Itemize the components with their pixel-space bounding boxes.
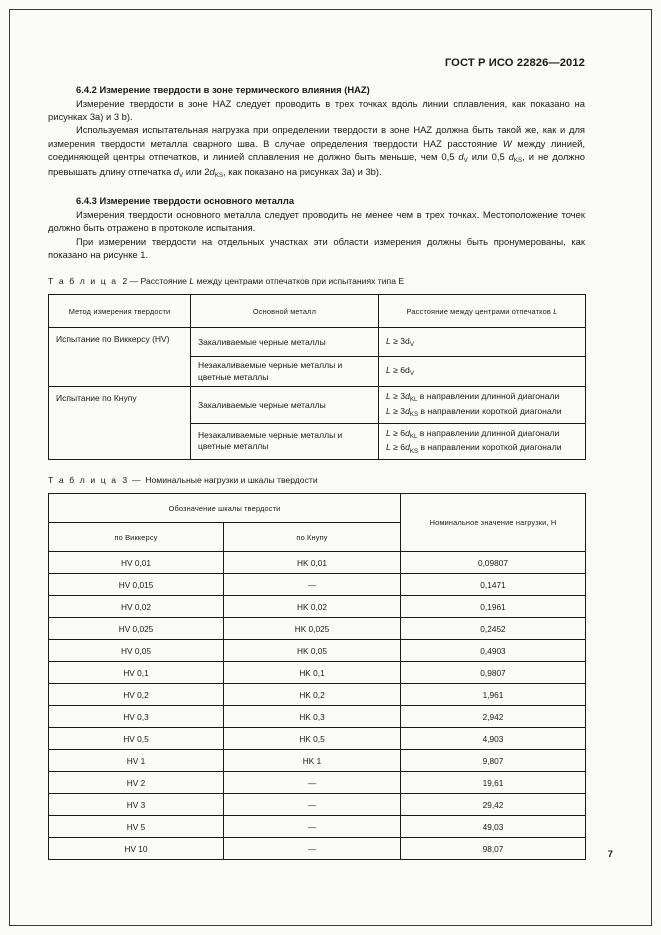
table-row bbox=[49, 772, 586, 794]
cell-knoop: — bbox=[224, 772, 401, 794]
cell-vickers: HV 0,2 bbox=[49, 684, 224, 706]
cell-vickers: HV 0,015 bbox=[49, 574, 224, 596]
cell-vickers: HV 0,01 bbox=[49, 552, 224, 574]
table-row bbox=[49, 838, 586, 860]
cell-knoop: — bbox=[224, 816, 401, 838]
table-3-header-load: Номинальное значение нагрузки, Н bbox=[401, 494, 586, 552]
table-3-header-knoop: по Кнупу bbox=[224, 523, 401, 552]
table-2-header-distance: Расстояние между центрами отпечатков L bbox=[379, 295, 586, 328]
table-row bbox=[49, 596, 586, 618]
table-3-nominal-loads bbox=[48, 493, 586, 860]
table-3-header-vickers: по Виккерсу bbox=[49, 523, 224, 552]
cell-vickers: HV 1 bbox=[49, 750, 224, 772]
cell-knoop: HK 0,05 bbox=[224, 640, 401, 662]
cell-load: 19,61 bbox=[401, 772, 586, 794]
table-2-material-2: Незакаливаемые черные металлы и цветные металлы bbox=[191, 357, 379, 387]
cell-vickers: HV 0,3 bbox=[49, 706, 224, 728]
table-row bbox=[49, 816, 586, 838]
cell-knoop: HK 0,3 bbox=[224, 706, 401, 728]
cell-load: 49,03 bbox=[401, 816, 586, 838]
cell-knoop: HK 1 bbox=[224, 750, 401, 772]
table-3-caption bbox=[48, 474, 585, 487]
table-row-header bbox=[49, 295, 586, 328]
table-row bbox=[49, 552, 586, 574]
table-2-formula-2: $L \ge 6d_V$ bbox=[379, 357, 586, 387]
table-row bbox=[49, 640, 586, 662]
table-row bbox=[49, 662, 586, 684]
cell-load: 0,1471 bbox=[401, 574, 586, 596]
cell-vickers: HV 0,025 bbox=[49, 618, 224, 640]
cell-load: 0,1961 bbox=[401, 596, 586, 618]
table-2-header-material: Основной металл bbox=[191, 295, 379, 328]
standard-header: ГОСТ Р ИСО 22826—2012 bbox=[444, 57, 585, 69]
page-content bbox=[48, 0, 585, 860]
table-2-caption-prefix: Т а б л и ц а bbox=[48, 276, 118, 287]
table-3-caption-prefix: Т а б л и ц а bbox=[48, 475, 118, 486]
cell-vickers: HV 0,05 bbox=[49, 640, 224, 662]
cell-load: 0,4903 bbox=[401, 640, 586, 662]
table-row bbox=[49, 328, 586, 357]
table-2-material-4: Незакаливаемые черные металлы и цветные металлы bbox=[191, 423, 379, 460]
cell-knoop: HK 0,5 bbox=[224, 728, 401, 750]
cell-knoop: — bbox=[224, 838, 401, 860]
table-3-caption-text: Номинальные нагрузки и шкалы твердости bbox=[145, 475, 318, 486]
table-row bbox=[49, 574, 586, 596]
table-2-method-knoop: Испытание по Кнупу bbox=[49, 387, 191, 460]
table-2-header-method: Метод измерения твердости bbox=[49, 295, 191, 328]
cell-vickers: HV 0,1 bbox=[49, 662, 224, 684]
cell-knoop: HK 0,025 bbox=[224, 618, 401, 640]
cell-load: 4,903 bbox=[401, 728, 586, 750]
cell-vickers: HV 2 bbox=[49, 772, 224, 794]
paragraph-6-4-2-1: Измерение твердости в зоне HAZ следует проводить в трех точках вдоль линии сплавления, как показано на рисунках 3a) и 3 b). bbox=[48, 98, 585, 123]
cell-load: 1,961 bbox=[401, 684, 586, 706]
cell-load: 2,942 bbox=[401, 706, 586, 728]
cell-load: 9,807 bbox=[401, 750, 586, 772]
cell-vickers: HV 3 bbox=[49, 794, 224, 816]
page-number: 7 bbox=[607, 849, 613, 860]
cell-load: 0,2452 bbox=[401, 618, 586, 640]
cell-vickers: HV 0,02 bbox=[49, 596, 224, 618]
table-row bbox=[49, 684, 586, 706]
table-row bbox=[49, 706, 586, 728]
table-2-caption: Т а б л и ц а 2 — Расстояние L между центрами отпечатков при испытаниях типа E bbox=[48, 276, 405, 287]
cell-load: 0,9807 bbox=[401, 662, 586, 684]
table-row bbox=[49, 387, 586, 424]
table-row bbox=[49, 794, 586, 816]
cell-knoop: HK 0,02 bbox=[224, 596, 401, 618]
table-2-formula-1: $L \ge 3d_V$ bbox=[379, 328, 586, 357]
table-2-formula-4: $L \ge 6d_{KL}$ в направлении длинной диагонали $L \ge 6d_{KS}$ в направлении короткой диагонали bbox=[379, 423, 586, 460]
table-2-caption-dash: — bbox=[129, 276, 139, 287]
table-2-indent-spacing bbox=[48, 294, 586, 460]
paragraph-6-4-2-2: Используемая испытательная нагрузка при определении твердости в зоне HAZ должна быть такой же, как и для измерения твердости металла сварного шва. В случае определения твердости HAZ расстояние W между линией, соединяющей центры отпечатков, и линией сплавления не должно быть меньше, чем 0,5 $d_V$ или 0,5 $d_{KS}$, и не должно превышать длину отпечатка $d_V$ или $2d_{KS}$, как показано на рисунках 3a) и 3b). bbox=[48, 124, 586, 180]
table-2-caption-number: 2 bbox=[122, 276, 128, 287]
table-3-caption-number: 3 bbox=[122, 475, 128, 486]
table-row-header bbox=[49, 494, 586, 523]
table-row bbox=[49, 618, 586, 640]
cell-knoop: HK 0,2 bbox=[224, 684, 401, 706]
table-3-header-group: Обозначение шкалы твердости bbox=[49, 494, 401, 523]
section-heading-6-4-2: 6.4.2 Измерение твердости в зоне термического влияния (HAZ) bbox=[76, 84, 370, 95]
cell-vickers: HV 5 bbox=[49, 816, 224, 838]
table-2-material-1: Закаливаемые черные металлы bbox=[191, 328, 379, 357]
table-3-caption-dash: — bbox=[131, 475, 141, 486]
table-2-method-vickers: Испытание по Виккерсу (HV) bbox=[49, 328, 191, 387]
cell-load: 98,07 bbox=[401, 838, 586, 860]
cell-knoop: — bbox=[224, 794, 401, 816]
cell-vickers: HV 0,5 bbox=[49, 728, 224, 750]
table-2-material-3: Закаливаемые черные металлы bbox=[191, 387, 379, 424]
paragraph-6-4-3-2: При измерении твердости на отдельных участках эти области измерения должны быть пронумерованы, как показано на рисунке 1. bbox=[48, 235, 585, 260]
cell-knoop: — bbox=[224, 574, 401, 596]
paragraph-6-4-3-1: Измерения твердости основного металла следует проводить не менее чем в трех точках. Местоположение точек должно быть отражено в протоколе испытания. bbox=[48, 209, 585, 234]
table-2-formula-3: $L \ge 3d_{KL}$ в направлении длинной диагонали $L \ge 3d_{KS}$ в направлении короткой диагонали bbox=[379, 387, 586, 424]
cell-knoop: HK 0,01 bbox=[224, 552, 401, 574]
cell-vickers: HV 10 bbox=[49, 838, 224, 860]
cell-load: 0,09807 bbox=[401, 552, 586, 574]
section-heading-6-4-3: 6.4.3 Измерение твердости основного металла bbox=[76, 195, 295, 207]
table-row bbox=[49, 728, 586, 750]
cell-load: 29,42 bbox=[401, 794, 586, 816]
cell-knoop: HK 0,1 bbox=[224, 662, 401, 684]
table-row bbox=[49, 750, 586, 772]
